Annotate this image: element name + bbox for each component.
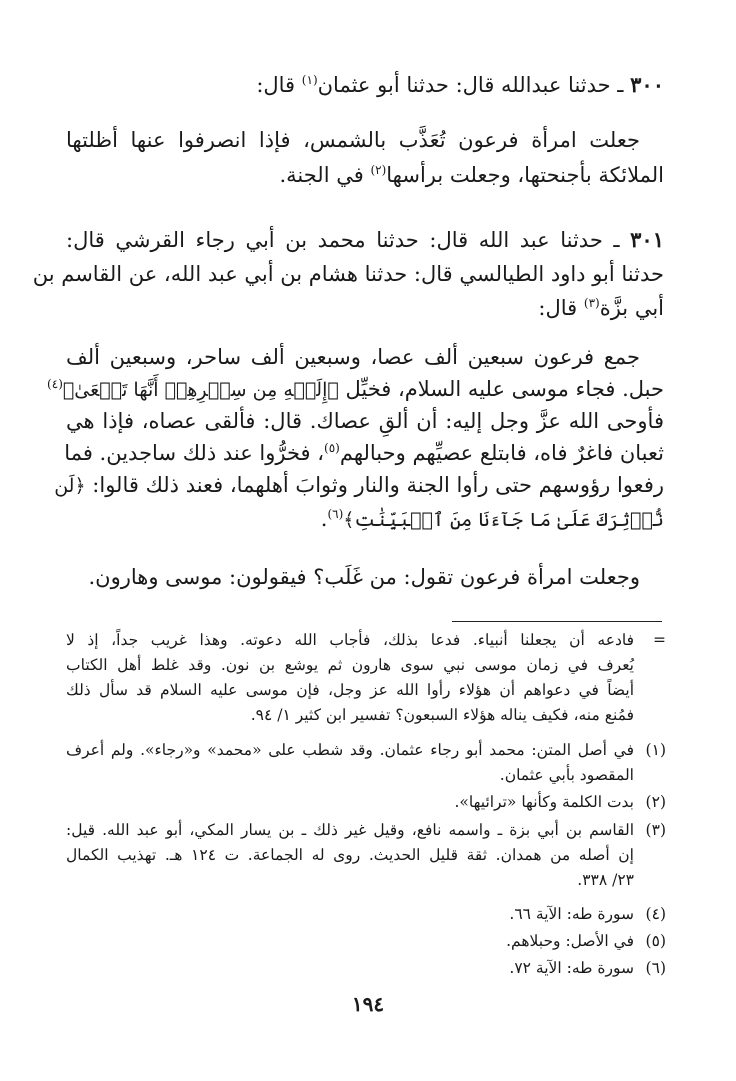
footnote-4-mark: (٤) bbox=[645, 905, 666, 923]
hadith-301-isnad-line-2: حدثنا أبو داود الطيالسي قال: حدثنا هشام بن أبي عبد الله، عن القاسم بن bbox=[32, 262, 664, 286]
hadith-300-body-line-1: جعلت امرأة فرعون تُعَذَّب بالشمس، فإذا انصرفوا عنها أظلتها bbox=[66, 128, 640, 152]
footnote-continued-line-3: أيضاً في دعواهم أن هؤلاء رأوا الله عز وجل، فإن موسى عليه السلام قد سأل ذلك bbox=[66, 681, 634, 699]
body-text: الملائكة بأجنحتها، وجعلت برأسها bbox=[386, 163, 664, 187]
isnad-text: ـ حدثنا عبدالله قال: حدثنا أبو عثمان bbox=[317, 73, 624, 97]
footnote-ref: (٦) bbox=[327, 507, 344, 521]
hadith-300-body-line-2 bbox=[66, 160, 664, 190]
quran-verse-start: ﴿لَن bbox=[54, 475, 86, 497]
hadith-301-body-line-2 bbox=[47, 374, 664, 405]
footnote-5-line-1: في الأصل: وحبلاهم. bbox=[506, 932, 634, 950]
footnote-continued-line-1: فادعه أن يجعلنا أنبياء. فدعا بذلك، فأجاب الله دعوته. وهذا غريب جداً، إذ لا bbox=[66, 631, 634, 649]
footnote-ref: (٣) bbox=[583, 296, 600, 310]
quran-verse: نُّؤۡثِرَكَ عَلَىٰ مَا جَآءَنَا مِنَ ٱلۡبَيِّنَٰتِ﴾ bbox=[343, 509, 664, 531]
footnote-separator bbox=[452, 621, 662, 622]
isnad-text: أبي بزَّة bbox=[599, 296, 664, 320]
footnote-6-mark: (٦) bbox=[645, 959, 666, 977]
hadith-301-body-line-6 bbox=[66, 504, 664, 535]
footnote-ref: (١) bbox=[301, 73, 318, 87]
footnote-5-mark: (٥) bbox=[645, 932, 666, 950]
footnote-continued-line-4: فمُنع منه، فكيف يناله هؤلاء السبعون؟ تفسير ابن كثير ١/ ٩٤. bbox=[250, 706, 634, 724]
hadith-301-body-line-4 bbox=[66, 438, 664, 468]
footnote-4-line-1: سورة طه: الآية ٦٦. bbox=[509, 905, 634, 923]
footnote-2-mark: (٢) bbox=[645, 793, 666, 811]
body-text: ، فخرُّوا عند ذلك ساجدين. فما bbox=[64, 441, 325, 465]
body-text: حبل. فجاء موسى عليه السلام، فخيِّل bbox=[345, 377, 664, 401]
hadith-number: ٣٠٠ bbox=[630, 72, 664, 97]
hadith-300-header bbox=[66, 70, 664, 100]
hadith-301-body-line-3: فأوحى الله عزَّ وجل إليه: أن ألقِ عصاك. قال: فألقى عصاه، فإذا هي bbox=[66, 409, 664, 433]
quran-verse: ﴿إِلَيۡهِ مِن سِحۡرِهِمۡ أَنَّهَا تَسۡعَىٰ﴾ bbox=[62, 379, 339, 401]
isnad-text: قال: bbox=[538, 296, 578, 320]
footnote-3-line-2: إن أصله من همدان. ثقة قليل الحديث. روى له الجماعة. ت ١٢٤ هـ. تهذيب الكمال bbox=[66, 846, 634, 864]
footnote-ref: (٥) bbox=[324, 441, 340, 455]
hadith-301-isnad-line-3 bbox=[66, 293, 664, 323]
body-text: في الجنة. bbox=[279, 163, 364, 187]
body-text: رفعوا رؤوسهم حتى رأوا الجنة والنار وثوابَ أهلهما، فعند ذلك قالوا: bbox=[92, 473, 664, 497]
footnote-1-mark: (١) bbox=[645, 741, 666, 759]
hadith-301-body-line-5 bbox=[54, 470, 664, 501]
hadith-301-header bbox=[66, 225, 664, 255]
footnote-1-line-2: المقصود بأبي عثمان. bbox=[499, 766, 634, 784]
isnad-text: قال: bbox=[256, 73, 296, 97]
footnote-3-line-3: ٢٣/ ٣٣٨. bbox=[577, 871, 634, 889]
footnote-ref: (٢) bbox=[370, 163, 387, 177]
footnote-2-line-1: بدت الكلمة وكأنها «ترائيها». bbox=[454, 793, 634, 811]
footnote-6-line-1: سورة طه: الآية ٧٢. bbox=[509, 959, 634, 977]
hadith-301-body-line-7: وجعلت امرأة فرعون تقول: من غَلَب؟ فيقولون: موسى وهارون. bbox=[88, 565, 640, 589]
footnote-1-line-1: في أصل المتن: محمد أبو رجاء عثمان. وقد شطب على «محمد» و«رجاء». ولم أعرف bbox=[66, 741, 634, 759]
page-number: ١٩٤ bbox=[351, 992, 385, 1016]
footnote-ref: (٤) bbox=[47, 377, 63, 391]
body-text: ثعبان فاغرٌ فاه، فابتلع عصيِّهم وحبالهم bbox=[339, 441, 664, 465]
continued-mark: = bbox=[653, 631, 666, 649]
hadith-number: ٣٠١ bbox=[630, 227, 664, 252]
isnad-text: ـ حدثنا عبد الله قال: حدثنا محمد بن أبي رجاء القرشي قال: bbox=[66, 228, 620, 252]
footnote-continued-line-2: يُعرف في زمان موسى نبي سوى هارون ثم يوشع بن نون. وقد غلط أهل الكتاب bbox=[66, 656, 634, 674]
body-text: . bbox=[320, 507, 328, 531]
footnote-3-line-1: القاسم بن أبي بزة ـ واسمه نافع، وقيل غير ذلك ـ بن يسار المكي، أبو عبد الله. قيل: bbox=[66, 821, 634, 839]
footnote-3-mark: (٣) bbox=[645, 821, 666, 839]
hadith-301-body-line-1: جمع فرعون سبعين ألف عصا، وسبعين ألف ساحر، وسبعين ألف bbox=[66, 345, 640, 369]
